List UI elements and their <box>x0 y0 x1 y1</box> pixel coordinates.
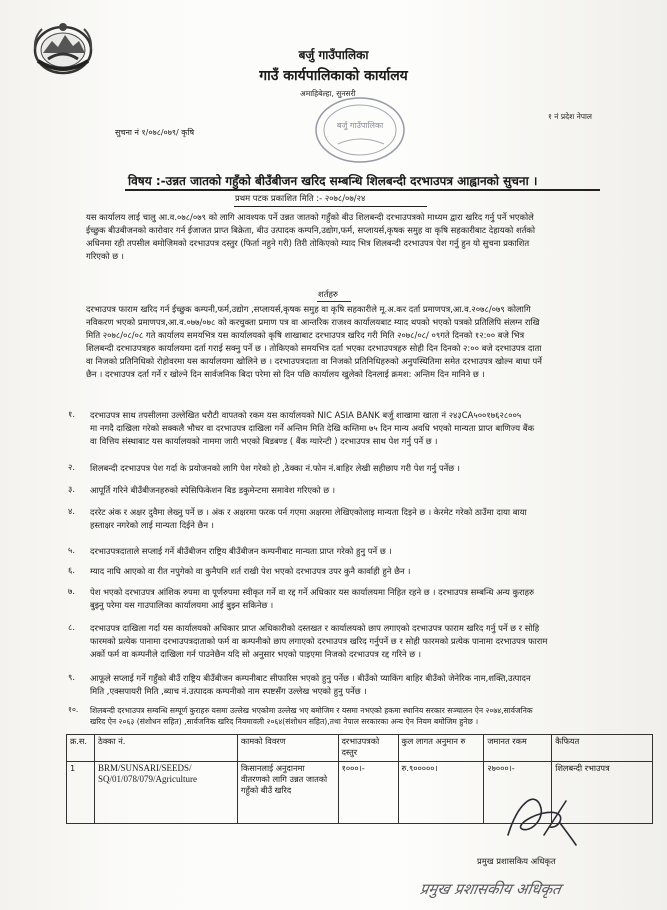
table-header-row <box>67 735 653 762</box>
stamp-text: बर्जु गाउँपालिका <box>336 121 384 130</box>
conditions-intro-line: वा निजको प्रतिनिधिको रोहोवरमा यस कार्यालयमा खोलिने छ । दरभाउपत्रदाता वा निजको प्रतिनिधिहरुको अनुपस्थितिमा समेत दरभाउपत्र खोल्न बाधा पर्ने <box>86 356 542 366</box>
table-header-cell: क्र.स. <box>67 735 95 762</box>
table-header-cell: जमानत रकम <box>484 735 552 762</box>
intro-line: यस कार्यालय लाई चालु आ.व.०७८/०७९ को लागि आवश्यक पर्ने उन्नत जातको गहुँको बीउ शिलबन्दी दरभाउपत्रको माध्यम द्वारा खरिद गर्नु पर्ने भएकोले <box>86 212 534 222</box>
conditions-intro-line: नविकरण भएको प्रमाणपत्र,आ.व.०७७/०७८ को करचुक्ता प्रमाण पत्र वा आन्तरिक राजश्व कार्यालयबाट म्याद थपको भएको पत्रको प्रतिलिपि संलग्न राखि <box>86 317 540 327</box>
condition-number: ८. <box>68 622 76 632</box>
conditions-intro-line: छैन । दरभाउपत्र दर्ता गर्ने र खोल्ने दिन सार्वजनिक बिदा परेमा सो दिन पछि कार्यालय खुलेको दिनलाई क्रमश: अन्तिम दिन मानिने छ । <box>86 369 485 379</box>
conditions-underline <box>317 301 351 302</box>
condition-line: मा नगदै दाखिला गरेको सक्कलै भौचर वा दरभाउपत्र दाखिला गर्ने अन्तिम मिति देखि कम्तिमा ७५ दिन मान्य अवधि भएको मान्यता प्राप्त बाणिज्य बैंक <box>90 423 535 433</box>
intro-line: गरिएको छ । <box>86 251 124 261</box>
condition-line: दररेट अंक र अक्षर दुवैमा लेख्नु पर्ने छ । अंक र अक्षरमा फरक पर्न गएमा अक्षरमा लेखिएकोलाइ मान्यता दिइने छ । केरमेट गरेको ठाउँमा दाया बाया <box>90 507 527 517</box>
signatory-title: प्रमुख प्रशासकिय अधिकृत <box>477 856 556 866</box>
table-header-cell: कुल लागत अनुमान रु <box>398 735 484 762</box>
condition-number: १०. <box>68 705 79 714</box>
office-address: अमाहिबेल्हा, सुनसरी <box>300 89 356 98</box>
office-stamp-icon <box>298 86 418 168</box>
condition-line: दरभाउपत्र साथ तपसीलमा उल्लेखित धरौटी वापतको रकम यस कार्यालयको NIC ASIA BANK बर्जु शाखामा खाता नं २४३CA५००१७६२८००५ <box>90 410 522 420</box>
condition-number: ६. <box>68 565 76 575</box>
table-cell: शिलबन्दी रभाउपत्र <box>552 762 653 824</box>
table-cell: किसानलाई अनुदानमा वीतरणको लागि उन्नत जातको गहुँको बीउँ खरिद <box>237 762 338 824</box>
table-header-cell: कामको विवरण <box>237 735 338 762</box>
condition-line: आपूर्ति गरिने बीउँबीजनहरुको स्पेसिफिकेशन बिड डकुमेन्टमा समावेश गरिएको छ । <box>90 485 335 495</box>
condition-line: दरभाउपत्र दाखिला गर्दा यस कार्यालयको अधिकार प्राप्त अधिकारीको दस्तखत र कार्यालयको छाप लगाएको दरभाउपत्र फाराम खरिद गर्नु पर्ने छ र सोहि <box>90 623 540 633</box>
intro-line: अधिनमा रही तपसील बमोजिमको दरभाउपत्र दस्तुर (फिर्ता नहुने गरी) तिरी तोकिएको म्याद भित्र शिलबन्दी दरभाउपत्र पेश गर्नु हुन यो सुचना प्रकाशित <box>86 238 530 248</box>
condition-line: हस्ताक्षर नगरेको लाई मान्यता दिईने छैन । <box>90 520 214 530</box>
publish-date: प्रथम पटक प्रकाशित मिति :- २०७८/०७/२४ <box>235 193 366 203</box>
condition-line: वा वित्तिय संस्थाबाट यस कार्यालयको नाममा जारी भएको बिडबण्ड ( बैंक ग्यारेन्टी ) दरभाउपत्र साथ पेश गर्नु पर्ने छ । <box>90 436 438 446</box>
condition-number: ७. <box>68 586 76 596</box>
table-cell: BRM/SUNSARI/SEEDS/ SQ/01/078/079/Agriculture <box>94 762 237 824</box>
notice-number: सुचना नं १/०७८/०७९/ कृषि <box>115 128 195 137</box>
condition-number: ४. <box>68 506 76 516</box>
table-cell: २७०००।- <box>484 762 552 824</box>
office-name: गाउँ कार्यपालिकाको कार्यालय <box>259 68 408 84</box>
table-cell: 1 <box>67 762 95 824</box>
condition-line: मिति ,एक्सपायरी मिति ,ब्याच नं.उत्पादक कम्पनीको नाम स्पष्टसँग उल्लेख भएको हुनु पर्नेछ । <box>90 686 367 696</box>
condition-number: ५. <box>68 545 76 555</box>
condition-line: अर्को फर्म वा कम्पनीले दाखिला गर्न पाउनेछैन यदि सो अनुसार भएको पाइएमा निजको दरभाउपत्र रद्द गरिने छ । <box>90 649 422 659</box>
table-header-cell: कैफियत <box>552 735 653 762</box>
subject-underline <box>125 189 600 191</box>
table-header-cell: ठेक्का नं. <box>94 735 237 762</box>
condition-line: आफूले सप्लाई गर्ने गहुँको बीउँ राष्ट्रिय बीउँबीजन कम्पनीबाट सीफारिस भएको हुनु पर्नेछ । बीउँको प्याकिंग बाहिर बीउँको जेनेरिक नाम,शक्ति,उत्पादन <box>90 673 531 683</box>
condition-line: खरिद ऐन २०६३ (संशोधन सहित) ,सार्वजनिक खरिद नियमावली २०६४(संशोधन सहित),तथा नेपाल सरकारका अन्य ऐन नियम बमोजिम हुनेछ । <box>90 717 479 726</box>
intro-line: ईच्छुक बीउबीजनको कारोवार गर्न ईजाजत प्राप्त बिक्रेता, बीउ उत्पादक कम्पनि,उद्योग,फर्म, सप्लायर्स,कृषक समुह वा कृषि सहकारीबाट देहायको शर्तको <box>86 225 536 235</box>
handwritten-signature-icon <box>500 783 580 859</box>
municipality-name: बर्जु गाउँपालिका <box>298 48 369 62</box>
conditions-intro-line: शिलबन्दी दरभाउपत्रहरु कार्यालयमा दर्ता गराई सक्नु पर्ने छ । तोकिएको समयभित्र दर्ता भएका दरभाउपत्रहरु सोही दिन दिनको २:०० बजे दरभाउपत्र दाता <box>86 343 542 353</box>
condition-number: २. <box>68 462 76 472</box>
publish-date-underline <box>234 206 427 207</box>
conditions-intro-line: दरभाउपत्र फाराम खरिद गर्न ईच्छुक कम्पनी,फर्म,उद्योग ,सप्लायर्स,कृषक समुह वा कृषि सहकारीले मू.अ.कर दर्ता प्रमाणपत्र,आ.व.२०७८/०७९ कोलागि <box>86 304 531 314</box>
conditions-heading: शर्तहरु <box>318 289 338 299</box>
condition-line: फारमको प्रत्येक पानामा दरभाउपत्रदाताको फर्म वा कम्पनीको छाप लगाएको दरभाउपत्र खरिद गर्नुपर्ने छ र सोही फारमको प्रत्येक पानामा दरभाउपत्र फाराम <box>90 636 548 646</box>
condition-number: ३. <box>68 484 76 494</box>
condition-line: बुझ्नु परेमा यस गाउपालिका कार्यालयमा आई बुझ्न सकिनेछ । <box>90 600 274 610</box>
condition-line: शिलबन्दी दरभाउपत्र सम्वन्धि सम्पूर्ण कुराहरु यसमा उल्लेख भएकोमा उल्लेख भए बमोजिम र यसमा नभएको हकमा स्थानिय सरकार सञ्चालन ऐन २०७४,सार्वजनिक <box>90 706 533 715</box>
condition-line: शिलबन्दी दरभाउपत्र पेश गर्दा के प्रयोजनको लागि पेश गरेको हो ,ठेक्का नं.फोन नं.बाहिर लेखी सहीछाप गरी पेश गर्नु पर्नेछ । <box>90 463 460 473</box>
conditions-intro-line: मिति २०७८/०८/०८ गते कार्यालय समयभित्र यस कार्यालयको कृषि शाखाबाट दरभाउपत्र खरिद गरी मिति २०७८/०८/ ०९गते दिनको १२:०० बजे भित्र <box>86 330 525 340</box>
condition-number: १. <box>68 409 76 419</box>
condition-line: म्याद नाघि आएको वा रीत नपुगेको वा कुनैपनि शर्त राखी पेश भएको दरभाउपत्र उपर कुनै कार्वाही हुने छैन । <box>90 566 411 576</box>
condition-line: पेश भएको दरभाउपत्र आंशिक रुपमा वा पूर्णरुपमा स्वीकृत गर्ने वा रद्द गर्ने अधिकार यस कार्यालयमा निहित रहने छ । दरभाउपत्र सम्बन्धि अन्य कुराहरु <box>90 587 535 597</box>
table-header-cell: दरभाउपत्रको दस्तुर <box>338 735 398 762</box>
table-cell: रु.९०००००। <box>398 762 484 824</box>
subject-heading: विषय :-उन्नत जातको गहुँको बीउँबीजन खरिद सम्बन्धि शिलबन्दी दरभाउपत्र आह्वानको सुचना । <box>128 174 538 188</box>
condition-number: ९. <box>68 672 76 682</box>
province-label: १ नं प्रदेश नेपाल <box>548 112 593 121</box>
handwritten-title: प्रमुख प्रशासकीय अधिकृत <box>418 880 563 898</box>
condition-line: दरभाउपत्रदाताले सप्लाई गर्ने बीउँबीजन राष्ट्रिय बीउँबीजन कम्पनीबाट मान्यता प्राप्त गरेको हुनु पर्ने छ । <box>90 546 392 556</box>
table-cell: १०००।- <box>338 762 398 824</box>
